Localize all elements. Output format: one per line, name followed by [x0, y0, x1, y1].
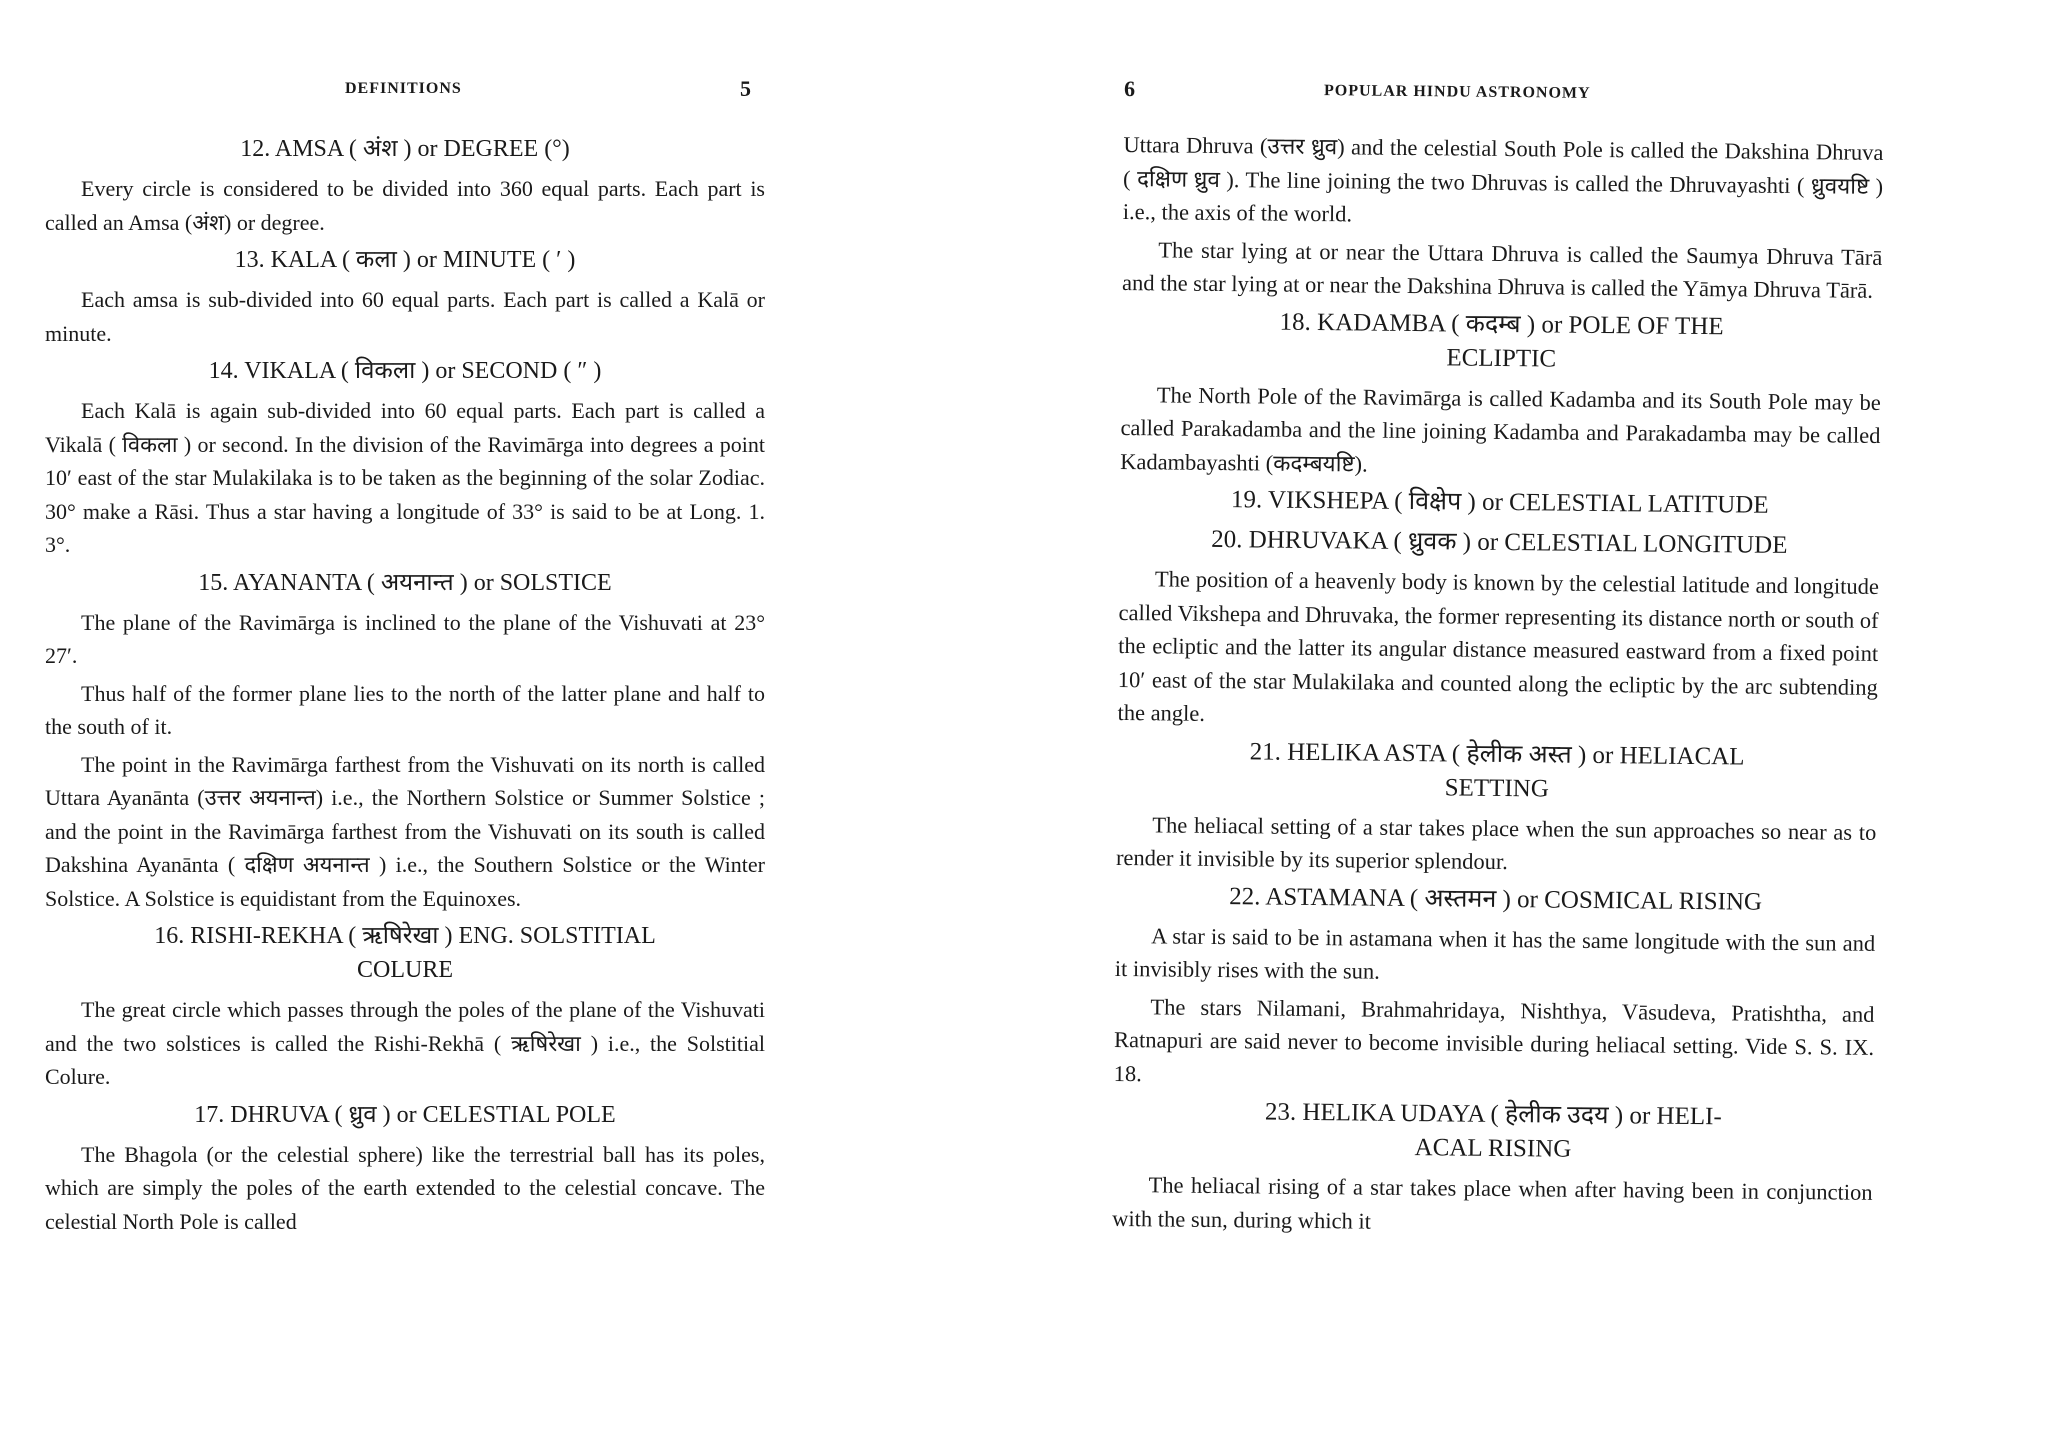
running-header: POPULAR HINDU ASTRONOMY: [1323, 82, 1591, 102]
section-16-heading-line-2: COLURE: [357, 957, 453, 983]
page-number: 5: [740, 76, 751, 101]
section-18-heading-line-2: ECLIPTIC: [1446, 343, 1557, 373]
section-15-paragraph-1: The plane of the Ravimārga is inclined to the plane of the Vishuvati at 23° 27′.: [45, 609, 765, 668]
section-21-paragraph: The heliacal setting of a star takes place when the sun approaches so near as to render it invisible by its superior splendour.: [1115, 811, 1877, 875]
section-14-paragraph: Each Kalā is again sub-divided into 60 equal parts. Each part is called a Vikalā ( विकला ) or second. In the division of the Ravimārga into degrees a point 10′ east of the star Mulakilaka is to be taken as the beginning of the solar Zodiac. 30° make a Rāsi. Thus a star having a longitude of 33° is said to be at Long. 1. 3°.: [45, 398, 765, 557]
right-page: [1112, 0, 1885, 1234]
section-16-heading: [45, 919, 765, 987]
section-15-heading: 15. AYANANTA ( अयनान्त ) or SOLSTICE: [198, 569, 612, 596]
section-18-heading-line-1: 18. KADAMBA ( कदम्ब ) or POLE OF THE: [1279, 308, 1724, 340]
section-23-heading: [1113, 1094, 1874, 1170]
section-18-paragraph: The North Pole of the Ravimārga is called Kadamba and its South Pole may be called Parakadamba and the line joining Kadamba and Parakadamba may be called Kadambayashti (कदम्बयष्टि).: [1120, 381, 1881, 477]
section-21-heading: [1117, 733, 1878, 809]
section-22-paragraph-2: The stars Nilamani, Brahmahridaya, Nishthya, Vāsudeva, Pratishtha, and Ratnapuri are said never to become invisible during heliacal setting. Vide S. S. IX. 18.: [1113, 993, 1875, 1086]
section-16-paragraph: The great circle which passes through the poles of the plane of the Vishuvati and the two solstices is called the Rishi-Rekhā ( ऋषिरेखा ) i.e., the Solstitial Colure.: [45, 997, 765, 1089]
page-number: 6: [1123, 75, 1136, 102]
section-13-heading: 13. KALA ( कला ) or MINUTE ( ′ ): [234, 247, 576, 273]
section-23-heading-line-1: 23. HELIKA UDAYA ( हेलीक उदय ) or HELI-: [1264, 1098, 1722, 1131]
section-13-paragraph: Each amsa is sub-divided into 60 equal parts. Each part is called a Kalā or minute.: [45, 287, 765, 346]
page-body: [45, 128, 765, 1242]
section-18-heading: [1121, 303, 1882, 379]
section-14-heading: 14. VIKALA ( विकला ) or SECOND ( ″ ): [208, 358, 602, 384]
section-12-heading: 12. AMSA ( अंश ) or DEGREE (°): [240, 136, 570, 162]
continued-paragraph-2: The star lying at or near the Uttara Dhruva is called the Saumya Dhruva Tārā and the star lying at or near the Dakshina Dhruva is called the Yāmya Dhruva Tārā.: [1121, 236, 1883, 303]
section-16-heading-line-1: 16. RISHI-REKHA ( ऋषिरेखा ) ENG. SOLSTITIAL: [154, 923, 656, 949]
section-22-heading: 22. ASTAMANA ( अस्तमन ) or COSMICAL RISING: [1229, 882, 1763, 916]
running-header: DEFINITIONS: [345, 80, 462, 97]
section-15-paragraph-2: Thus half of the former plane lies to the north of the latter plane and half to the south of it.: [45, 680, 765, 739]
section-19-heading: 19. VIKSHEPA ( विक्षेप ) or CELESTIAL LATITUDE: [1230, 486, 1769, 519]
page-body: [1112, 128, 1884, 1247]
section-15-paragraph-3: The point in the Ravimārga farthest from the Vishuvati on its north is called Uttara Ayanānta (उत्तर अयनान्त) i.e., the Northern Solstice or Summer Solstice ; and the point in the Ravimārga farthest from the Vishuvati on its south is called Dakshina Ayanānta ( दक्षिण अयनान्त ) i.e., the Southern Solstice or the Winter Solstice. A Solstice is equidistant from the Equinoxes.: [45, 751, 765, 911]
section-23-heading-line-2: ACAL RISING: [1414, 1134, 1572, 1163]
section-12-paragraph: Every circle is considered to be divided into 360 equal parts. Each part is called an Amsa (अंश) or degree.: [45, 176, 765, 235]
section-21-heading-line-1: 21. HELIKA ASTA ( हेलीक अस्त ) or HELIACAL: [1249, 737, 1745, 771]
section-17-heading: 17. DHRUVA ( ध्रुव ) or CELESTIAL POLE: [194, 1101, 616, 1128]
section-23-paragraph: The heliacal rising of a star takes place when after having been in conjunction with the sun, during which it: [1112, 1172, 1873, 1234]
section-21-heading-line-2: SETTING: [1444, 773, 1549, 802]
section-20-paragraph: The position of a heavenly body is known by the celestial latitude and longitude called Vikshepa and Dhruvaka, the former representing its distance north or south of the ecliptic and the latter its angular distance measured eastward from a fixed point 10′ east of the star Mulakilaka and counted along the ecliptic by the arc subtending the angle.: [1117, 566, 1880, 726]
continued-paragraph-1: Uttara Dhruva (उत्तर ध्रुव) and the celestial South Pole is called the Dakshina Dhruva ( दक्षिण ध्रुव ). The line joining the two Dhruvas is called the Dhruvayashti ( ध्रुवयष्टि ) i.e., the axis of the world.: [1122, 131, 1884, 227]
section-17-paragraph: The Bhagola (or the celestial sphere) like the terrestrial ball has its poles, which are simply the poles of the earth extended to the celestial concave. The celestial North Pole is called: [45, 1141, 765, 1234]
section-20-heading: 20. DHRUVAKA ( ध्रुवक ) or CELESTIAL LONGITUDE: [1211, 525, 1788, 559]
section-22-paragraph-1: A star is said to be in astamana when it has the same longitude with the sun and it invisibly rises with the sun.: [1114, 922, 1876, 984]
